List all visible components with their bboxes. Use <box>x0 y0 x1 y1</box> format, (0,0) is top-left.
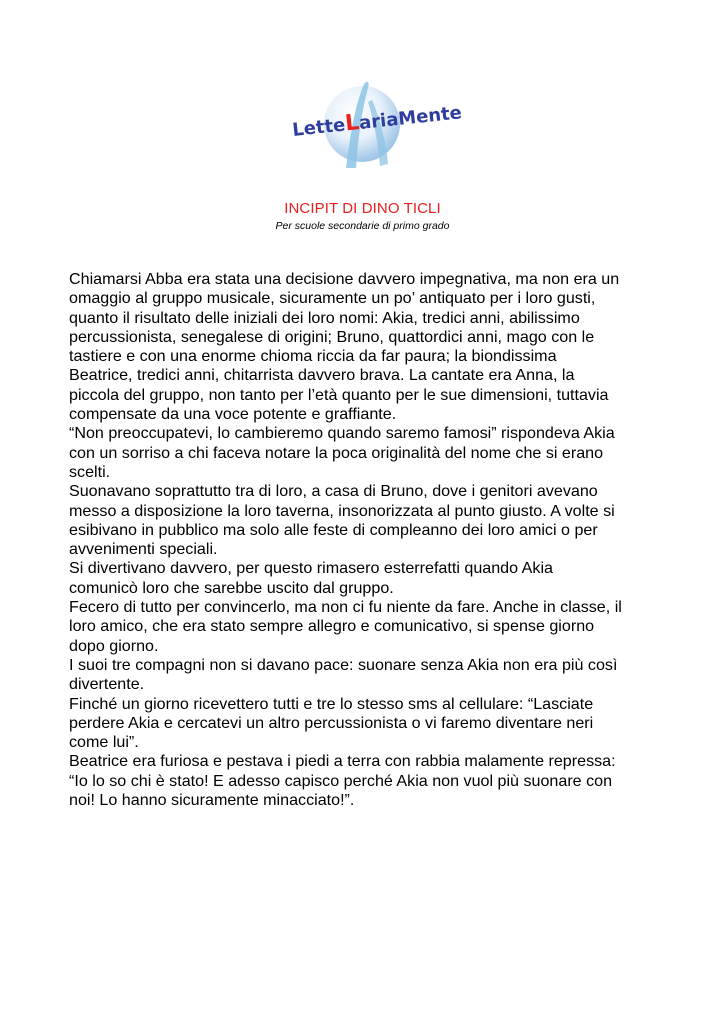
text-line: compensate da una voce potente e graffiante. <box>69 405 397 424</box>
text-line: Chiamarsi Abba era stata una decisione davvero impegnativa, ma non era un <box>69 270 620 288</box>
document-title: INCIPIT DI DINO TICLI <box>284 200 441 217</box>
text-line: dopo giorno. <box>69 636 159 655</box>
logo-graphic <box>288 78 463 170</box>
text-line: “Non preoccupatevi, lo cambieremo quando saremo famosi” rispondeva Akia <box>69 424 615 443</box>
text-line: esibivano in pubblico ma solo alle feste di compleanno dei loro amici o per <box>69 520 598 539</box>
text-line: Fecero di tutto per convincerlo, ma non ci fu niente da fare. Anche in classe, il <box>69 598 622 617</box>
logo <box>288 78 463 170</box>
text-line: noi! Lo hanno sicuramente minacciato!”. <box>69 791 355 810</box>
text-line: Si divertivano davvero, per questo rimasero esterrefatti quando Akia <box>69 559 553 578</box>
text-line: avvenimenti speciali. <box>69 540 218 559</box>
story-text <box>69 270 669 810</box>
text-line: I suoi tre compagni non si davano pace: suonare senza Akia non era più così <box>69 655 618 674</box>
text-line: percussionista, senegalese di origini; Bruno, quattordici anni, mago con le <box>69 327 595 346</box>
text-line: loro amico, che era stato sempre allegro e comunicativo, si spense giorno <box>69 617 595 636</box>
text-line: Suonavano soprattutto tra di loro, a casa di Bruno, dove i genitori avevano <box>69 482 598 501</box>
text-line: tastiere e con una enorme chioma riccia da far paura; la biondissima <box>69 347 557 366</box>
text-line: Beatrice era furiosa e pestava i piedi a terra con rabbia malamente repressa: <box>69 752 616 771</box>
text-line: divertente. <box>69 675 145 694</box>
text-line: comunicò loro che sarebbe uscito dal gruppo. <box>69 578 394 597</box>
text-line: piccola del gruppo, non tanto per l’età quanto per le sue dimensioni, tuttavia <box>69 385 609 404</box>
text-line: scelti. <box>69 462 111 481</box>
text-line: con un sorriso a chi faceva notare la poca originalità del nome che si erano <box>69 443 604 462</box>
text-line: “Io lo so chi è stato! E adesso capisco perché Akia non vuol più suonare con <box>69 771 613 790</box>
document-subtitle: Per scuole secondarie di primo grado <box>275 220 450 232</box>
text-line: quanto il risultato delle iniziali dei loro nomi: Akia, tredici anni, abilissimo <box>69 308 580 327</box>
logo-wordmark: LetteLariaMente <box>291 102 463 141</box>
text-line: perdere Akia e cercatevi un altro percussionista o vi faremo diventare neri <box>69 713 594 732</box>
text-line: Beatrice, tredici anni, chitarrista davvero brava. La cantate era Anna, la <box>69 366 575 385</box>
text-line: come lui”. <box>69 733 139 752</box>
text-line: messo a disposizione la loro taverna, insonorizzata al punto giusto. A volte si <box>69 501 615 520</box>
text-line: Finché un giorno ricevettero tutti e tre lo stesso sms al cellulare: “Lasciate <box>69 694 594 713</box>
text-line: omaggio al gruppo musicale, sicuramente un po’ antiquato per i loro gusti, <box>69 289 596 308</box>
